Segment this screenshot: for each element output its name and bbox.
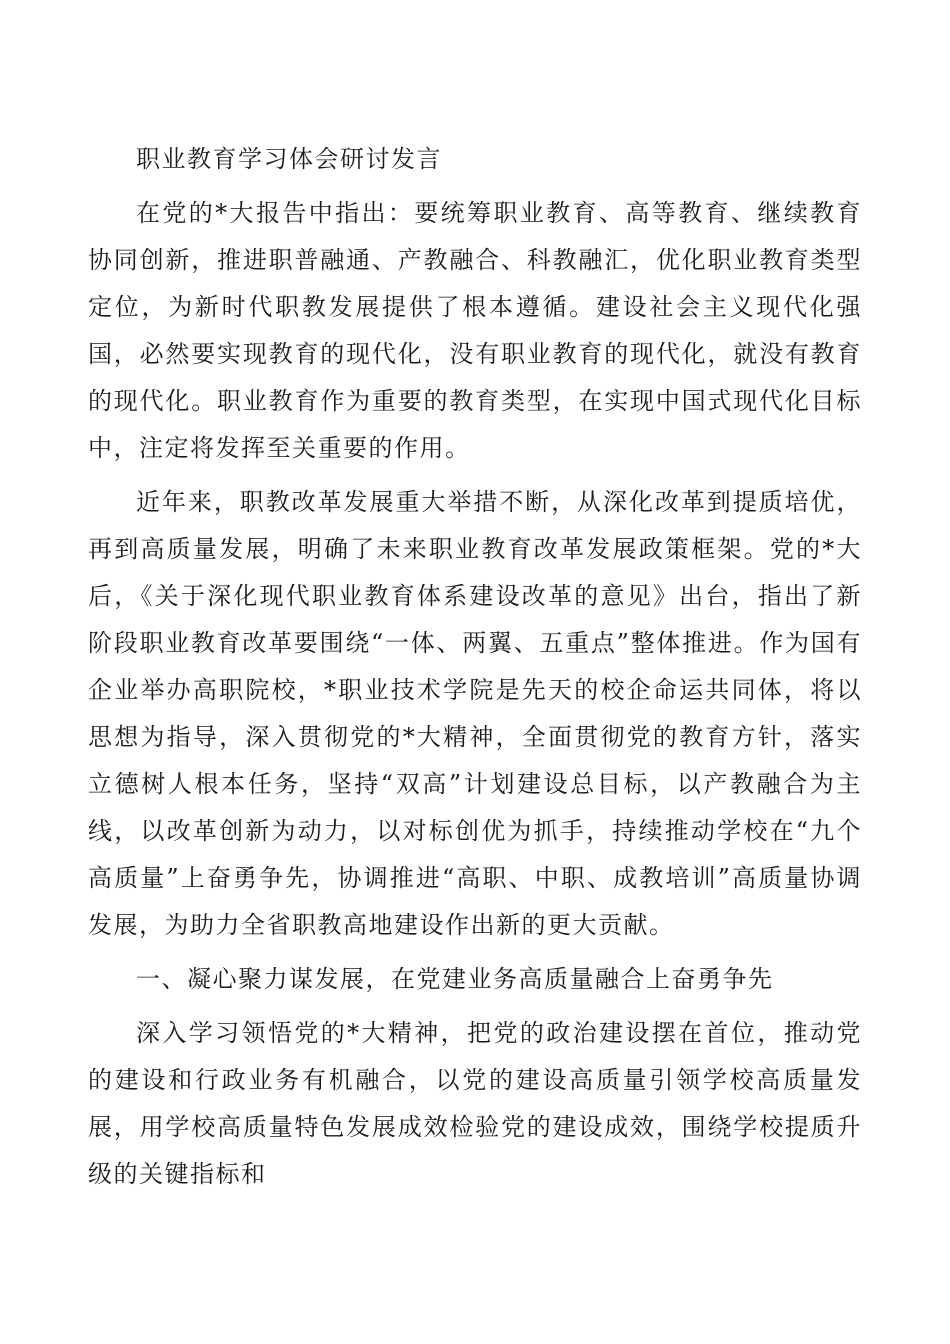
paragraph-1: 在党的*大报告中指出：要统筹职业教育、高等教育、继续教育协同创新，推进职普融通、产教融合、科教融汇，优化职业教育类型定位，为新时代职教发展提供了根本遵循。建设社会主义现代化强国，必然要实现教育的现代化，没有职业教育的现代化，就没有教育的现代化。职业教育作为重要的教育类型，在实现中国式现代化目标中，注定将发挥至关重要的作用。 bbox=[88, 199, 862, 462]
document-body bbox=[88, 136, 862, 1205]
paragraph-2: 近年来，职教改革发展重大举措不断，从深化改革到提质培优，再到高质量发展，明确了未来职业教育改革发展政策框架。党的*大后，《关于深化现代职业教育体系建设改革的意见》出台，指出了新阶段职业教育改革要围绕“一体、两翼、五重点”整体推进。作为国有企业举办高职院校，*职业技术学院是先天的校企命运共同体，将以思想为指导，深入贯彻党的*大精神，全面贯彻党的教育方针，落实立德树人根本任务，坚持“双高”计划建设总目标，以产教融合为主线，以改革创新为动力，以对标创优为抓手，持续推动学校在“九个高质量”上奋勇争先，协调推进“高职、中职、成教培训”高质量协调发展，为助力全省职教高地建设作出新的更大贡献。 bbox=[88, 488, 862, 939]
paragraph-3: 深入学习领悟党的*大精神，把党的政治建设摆在首位，推动党的建设和行政业务有机融合，以党的建设高质量引领学校高质量发展，用学校高质量特色发展成效检验党的建设成效，围绕学校提质升级的关键指标和 bbox=[88, 1019, 862, 1188]
document-title: 职业教育学习体会研讨发言 bbox=[136, 145, 442, 173]
section-heading: 一、凝心聚力谋发展，在党建业务高质量融合上奋勇争先 bbox=[136, 965, 774, 993]
